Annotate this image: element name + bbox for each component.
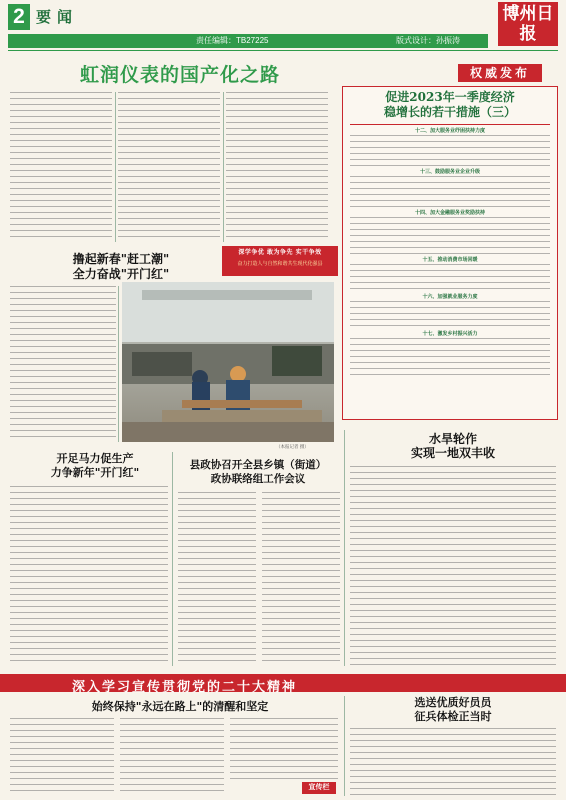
story2-title-line2: 全力奋战"开门红" (72, 267, 170, 281)
lead-title: 虹润仪表的国产化之路 (80, 64, 281, 86)
ad-line-1: 深学争优 敢为争先 实干争效 (238, 249, 322, 256)
factory-photo (122, 282, 334, 442)
story3-title-line2: 力争新年"开门红" (50, 466, 140, 479)
design-credit: 版式设计：孙振涛 (396, 36, 460, 45)
policy-text (350, 301, 550, 331)
page-number: 2 (8, 4, 30, 30)
ad-banner (222, 246, 338, 276)
story7-title-line2: 征兵体检正当时 (414, 710, 492, 723)
policy-body (350, 128, 550, 418)
story3-body (10, 486, 168, 666)
ad-line-2: 奋力打造人与自然和谐共生现代化强县 (237, 261, 323, 267)
column-rule (172, 452, 173, 666)
lead-column-1 (10, 92, 112, 242)
policy-text (350, 217, 550, 257)
policy-point: 十四、加大金融服务业奖励扶持 (414, 210, 485, 216)
policy-point: 十三、鼓励服务业企业升级 (419, 169, 480, 175)
header-bar (8, 34, 488, 48)
story3-title (20, 452, 170, 480)
lead-column-2 (118, 92, 220, 242)
story4-title (176, 458, 340, 486)
story5-title-line2: 实现一地双丰收 (410, 446, 495, 460)
policy-title-line1: 促进2023年一季度经济 (385, 90, 515, 104)
column-rule (118, 286, 119, 442)
story6-column-3 (230, 718, 338, 780)
policy-point: 十六、加强就业服务力度 (422, 294, 478, 300)
header-rule (8, 50, 558, 51)
policy-title (346, 90, 554, 120)
theme-banner-text: 深入学习宣传贯彻党的二十大精神 (72, 680, 298, 695)
factory-photo-illustration (122, 282, 334, 442)
story7-body (350, 728, 556, 796)
section-name: 要闻 (36, 10, 79, 26)
story5-title-line1: 水旱轮作 (428, 432, 477, 446)
story6-title: 始终保持"永远在路上"的清醒和坚定 (91, 700, 269, 713)
story4-column-2 (262, 492, 340, 666)
story5-body (350, 466, 556, 666)
editor-credit: 责任编辑：TB27225 (196, 36, 269, 45)
column-rule (115, 92, 116, 242)
policy-text (350, 338, 550, 378)
authority-tag: 权威发布 (458, 64, 542, 82)
lead-column-3 (226, 92, 328, 242)
story4-title-line2: 政协联络组工作会议 (210, 473, 306, 485)
story7-title-line1: 选送优质好员员 (414, 696, 492, 709)
newspaper-logo: 博州日报 (498, 2, 558, 46)
policy-rule (350, 124, 550, 125)
policy-point: 十二、加大服务业纾困扶持力度 (414, 128, 485, 134)
column-rule (344, 430, 345, 666)
story4-column-1 (178, 492, 256, 666)
story7-title (350, 696, 556, 724)
story2-title (46, 252, 196, 282)
policy-title-line2: 稳增长的若干措施（三） (383, 105, 516, 119)
photo-caption: （本报记者 摄） (276, 445, 309, 450)
story3-title-line1: 开足马力促生产 (56, 452, 134, 465)
story2-column-1 (10, 286, 116, 442)
promo-label: 宣传栏 (302, 782, 336, 794)
policy-text (350, 264, 550, 294)
story4-title-line1: 县政协召开全县乡镇（街道） (189, 459, 327, 471)
column-rule (223, 92, 224, 242)
policy-point: 十七、激发乡村振兴活力 (422, 331, 478, 337)
column-rule (344, 696, 345, 796)
policy-text (350, 176, 550, 210)
policy-text (350, 135, 550, 169)
story2-title-line1: 撸起新春"赶工潮" (72, 252, 170, 266)
policy-point: 十五、推动消费市场回暖 (422, 257, 478, 263)
story5-title (350, 432, 556, 460)
story6-column-1 (10, 718, 114, 794)
story6-column-2 (120, 718, 224, 794)
